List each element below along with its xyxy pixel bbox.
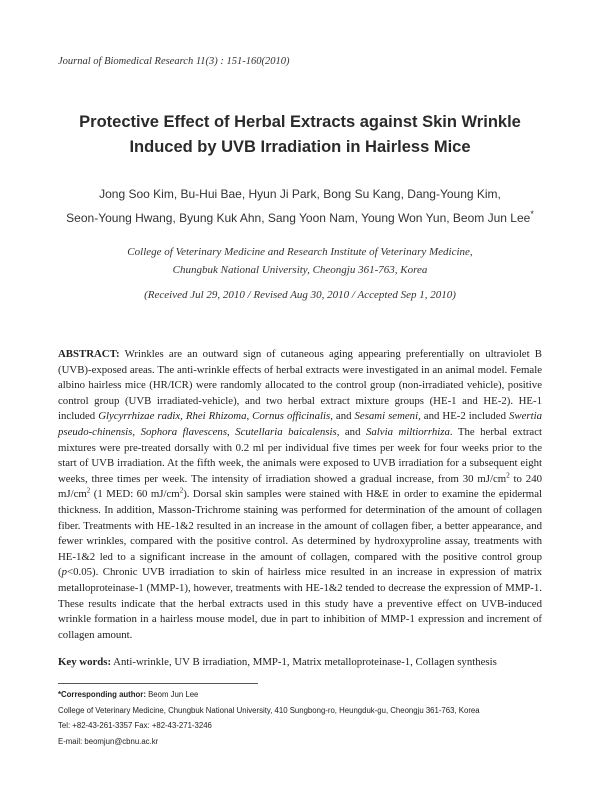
abstract-text-1: Wrinkles are an outward sign of cutaneous aging appearing preferentially on ultraviolet B (UVB)-exposed areas. The anti-wrinkle effects of herbal extracts were investigated in an animal model. Female albino hairless mice (HR/ICR) were randomly allocated to the control group (non-irradiated vehicle), positive control group (UVB irradiated-vehicle), and two herbal extract mixture groups (HE-1 and HE-2). HE-1 included xyxy=(58,348,542,423)
title-line-1: Protective Effect of Herbal Extracts against Skin Wrinkle xyxy=(79,113,521,131)
superscript-2: 2 xyxy=(86,486,91,495)
corresponding-address: College of Veterinary Medicine, Chungbuk National University, 410 Sungbong-ro, Heungduk-gu, Cheongju 361-763, Korea xyxy=(58,705,480,715)
corresponding-mark: * xyxy=(530,209,534,219)
abstract-label: ABSTRACT: xyxy=(58,348,120,360)
abstract-text-2: , and xyxy=(330,410,355,423)
corresponding-phone: Tel: +82-43-261-3357 Fax: +82-43-271-3246 xyxy=(58,721,212,730)
abstract-text-5: . The herbal extract mixtures were pre-treated dorsally with 0.2 ml per individual five times per week for four weeks prior to the start of UVB irradiation. At the fifth week, the animals were exposed to UVB irradiation for a subsequent eight weeks, three times per week. The intensity of irradiation showed a gradual increase, from 30 mJ/cm xyxy=(58,425,543,485)
corresponding-name: Beom Jun Lee xyxy=(145,690,199,699)
submission-dates: (Received Jul 29, 2010 / Revised Aug 30, 2010 / Accepted Sep 1, 2010) xyxy=(144,289,456,301)
footnote xyxy=(58,687,558,749)
footnote-divider xyxy=(58,683,258,684)
keywords-label: Key words: xyxy=(58,656,112,668)
keywords xyxy=(58,656,542,668)
title-line-2: Induced by UVB Irradiation in Hairless Mice xyxy=(129,138,471,156)
he2-last-herb: Salvia miltiorrhiza xyxy=(365,425,450,438)
abstract-text-6: to 240 mJ/cm xyxy=(58,472,542,501)
corresponding-email: E-mail: beomjun@cbnu.ac.kr xyxy=(58,736,159,746)
authors-line-1: Jong Soo Kim, Bu-Hui Bae, Hyun Ji Park, Bong Su Kang, Dang-Young Kim, xyxy=(99,187,501,201)
superscript-1: 2 xyxy=(506,471,510,480)
affiliation xyxy=(40,243,560,279)
affiliation-line-2: Chungbuk National University, Cheongju 361-763, Korea xyxy=(172,264,428,276)
abstract-text-8: ). Dorsal skin samples were stained with H&E in order to examine the epidermal thickness. In addition, Masson-Trichrome staining was performed for determination of the amount of collagen fiber. Treatments with HE-1&2 resulted in an increase in the amount of collagen fiber, a better appearance, and fewer wrinkles, compared with the positive control. As determined by hydroxyproline assay, treatments with HE-1&2 led to a significant increase in the amount of collagen, compared with the positive control group ( xyxy=(58,488,542,579)
author-list xyxy=(40,184,560,228)
keywords-text: Anti-wrinkle, UV B irradiation, MMP-1, Matrix metalloproteinase-1, Collagen synthesis xyxy=(111,656,497,668)
he1-last-herb: Sesami semeni xyxy=(354,410,419,423)
affiliation-line-1: College of Veterinary Medicine and Research Institute of Veterinary Medicine, xyxy=(127,246,473,258)
abstract-text-3: , and HE-2 included xyxy=(418,410,509,423)
article-title xyxy=(40,110,560,160)
he1-herbs: Glycyrrhizae radix, Rhei Rhizoma, Cornus officinalis xyxy=(98,410,331,423)
abstract-text-7: (1 MED: 60 mJ/cm xyxy=(90,488,180,501)
corresponding-author xyxy=(58,687,558,703)
p-value-symbol: p xyxy=(61,566,68,579)
corresponding-label: *Corresponding author: xyxy=(58,690,146,699)
he2-herbs: Swertia pseudo-chinensis, Sophora flavescens, Scutellaria baicalensis xyxy=(58,410,542,438)
journal-reference: Journal of Biomedical Research 11(3) : 151-160(2010) xyxy=(58,56,290,67)
abstract-text-9: <0.05). Chronic UVB irradiation to skin of hairless mice resulted in an increase in expression of matrix metalloproteinase-1 (MMP-1), however, treatments with HE-1&2 tended to decrease the expression of MMP-1. These results indicate that the herbal extracts used in this study have a preventive effect on UVB-induced wrinkle formation in a hairless mouse model, due in part to inhibition of MMP-1 expression and increment of collagen amount. xyxy=(58,566,542,641)
authors-line-2 xyxy=(40,204,560,228)
superscript-3: 2 xyxy=(179,486,184,495)
abstract-text-4: , and xyxy=(336,425,366,438)
abstract xyxy=(58,347,542,643)
authors-line-2-text: Seon-Young Hwang, Byung Kuk Ahn, Sang Yoon Nam, Young Won Yun, Beom Jun Lee xyxy=(66,211,531,225)
